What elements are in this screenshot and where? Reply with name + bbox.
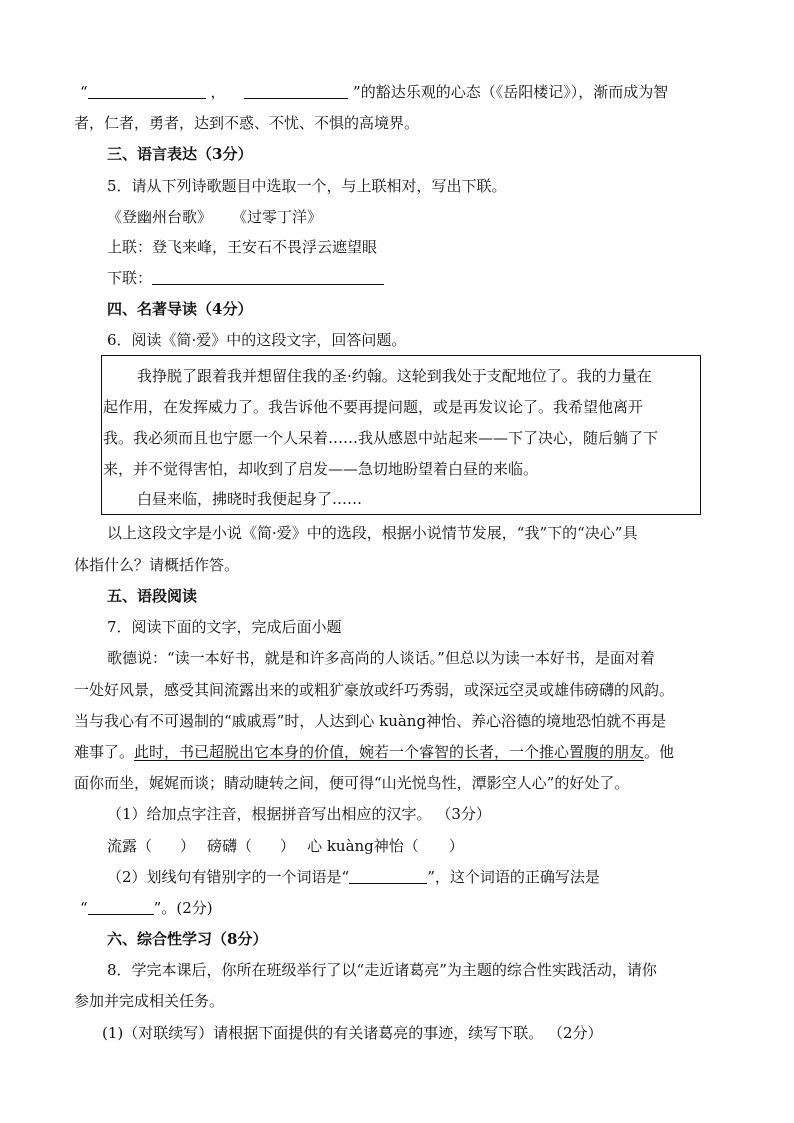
item-liulu-label: 流露（ [107, 837, 153, 855]
item-kuang-close: ） [448, 837, 464, 855]
poem-title-1: 《登幽州台歌》 [107, 208, 213, 226]
comma: ， [210, 83, 226, 101]
excerpt-line-4: 来，并不觉得害怕，却收到了启发——急切地盼望着白昼的来临。 [103, 460, 539, 478]
question-5-upper: 上联：登飞来峰，王安石不畏浮云遮望眼 [107, 238, 378, 256]
item-kuang-label: 心 kuàng神怡（ [307, 837, 419, 855]
question-8-1: (1)（对联续写）请根据下面提供的有关诸葛亮的事迹，续写下联。 （2分） [102, 1024, 603, 1042]
item-pangbo-close: ） [280, 837, 296, 855]
wrong-word-blank[interactable] [349, 867, 427, 884]
passage-line-4-end: 。他 [644, 743, 675, 761]
line-2: 者，仁者，勇者，达到不惑、不忧、不惧的高境界。 [74, 114, 420, 132]
question-7-2-line-2 [80, 898, 213, 918]
line-1 [80, 82, 668, 102]
item-liulu-close: ） [180, 837, 196, 855]
correct-word-blank[interactable] [88, 898, 154, 915]
lower-answer-blank[interactable] [152, 268, 384, 285]
q7-2-prefix: （2）划线句有错别字的一个词语是“ [107, 868, 350, 886]
excerpt-line-2: 起作用，在发挥威力了。我告诉他不要再提问题，或是再发议论了。我希望他离开 [103, 398, 644, 416]
section-3-heading: 三、语言表达（3分） [107, 145, 253, 163]
excerpt-line-1: 我挣脱了跟着我并想留住我的圣·约翰。这轮到我处于支配地位了。我的力量在 [137, 367, 652, 385]
answer-blank-1[interactable] [88, 82, 206, 99]
passage-line-1: 歌德说：“读一本好书，就是和许多高尚的人谈话。”但总以为读一本好书，是面对着 [107, 649, 655, 667]
question-7: 7．阅读下面的文字，完成后面小题 [107, 618, 342, 636]
question-8-line-2: 参加并完成相关任务。 [74, 992, 225, 1010]
item-pangbo-label: 磅礴（ [207, 837, 253, 855]
question-7-2-line-1 [107, 867, 600, 887]
line-1-text: ”的豁达乐观的心态（《岳阳楼记》），渐而成为智 [353, 83, 669, 101]
excerpt-line-3: 我。我必须而且也宁愿一个人呆着……我从感恩中站起来——下了决心，随后躺了下 [103, 429, 659, 447]
passage-line-5: 面你而坐，娓娓而谈；睛动睫转之间，便可得“山光悦鸟性，潭影空人心”的好处了。 [74, 774, 630, 792]
question-5-lower [107, 268, 384, 288]
excerpt-line-5: 白昼来临，拂晓时我便起身了…… [137, 490, 363, 508]
open-quote: “ [80, 83, 88, 101]
q7-2b-suffix: ”。(2分) [153, 899, 213, 917]
section-4-heading: 四、名著导读（4分） [107, 300, 253, 318]
passage-line-3: 当与我心有不可遏制的“戚戚焉”时，人达到心 kuàng神怡、养心浴德的境地恐怕就不再是 [74, 712, 667, 730]
poem-title-2: 《过零丁洋》 [232, 208, 323, 226]
section-5-heading: 五、语段阅读 [107, 587, 198, 605]
lower-label: 下联： [107, 269, 153, 287]
answer-blank-2[interactable] [244, 82, 348, 99]
q7-2b-prefix: “ [80, 899, 88, 917]
question-7-1-items [107, 836, 464, 856]
question-7-1: （1）给加点字注音，根据拼音写出相应的汉字。 （3分） [107, 805, 491, 823]
passage-line-4 [74, 742, 674, 762]
question-6-ask-1: 以上这段文字是小说《简·爱》中的选段，根据小说情节发展，“我”下的“决心”具 [107, 524, 638, 542]
section-6-heading: 六、综合性学习（8分） [107, 930, 268, 948]
passage-line-2: 一处好风景，感受其间流露出来的或粗犷豪放或纤巧秀弱，或深远空灵或雄伟磅礴的风韵。 [74, 681, 675, 699]
passage-line-4-start: 难事了。 [74, 743, 135, 761]
q7-2-suffix: ”，这个词语的正确写法是 [427, 868, 600, 886]
underlined-sentence: 此时，书已超脱出它本身的价值，婉若一个睿智的长者，一个推心置腹的朋友 [134, 743, 645, 761]
question-5-titles [107, 207, 322, 227]
question-8-line-1: 8．学完本课后，你所在班级举行了以“走近诸葛亮”为主题的综合性实践活动，请你 [107, 961, 657, 979]
question-5: 5．请从下列诗歌题目中选取一个，与上联相对，写出下联。 [107, 177, 507, 195]
question-6: 6．阅读《简·爱》中的这段文字，回答问题。 [107, 331, 407, 349]
question-6-ask-2: 体指什么？请概括作答。 [74, 556, 240, 574]
